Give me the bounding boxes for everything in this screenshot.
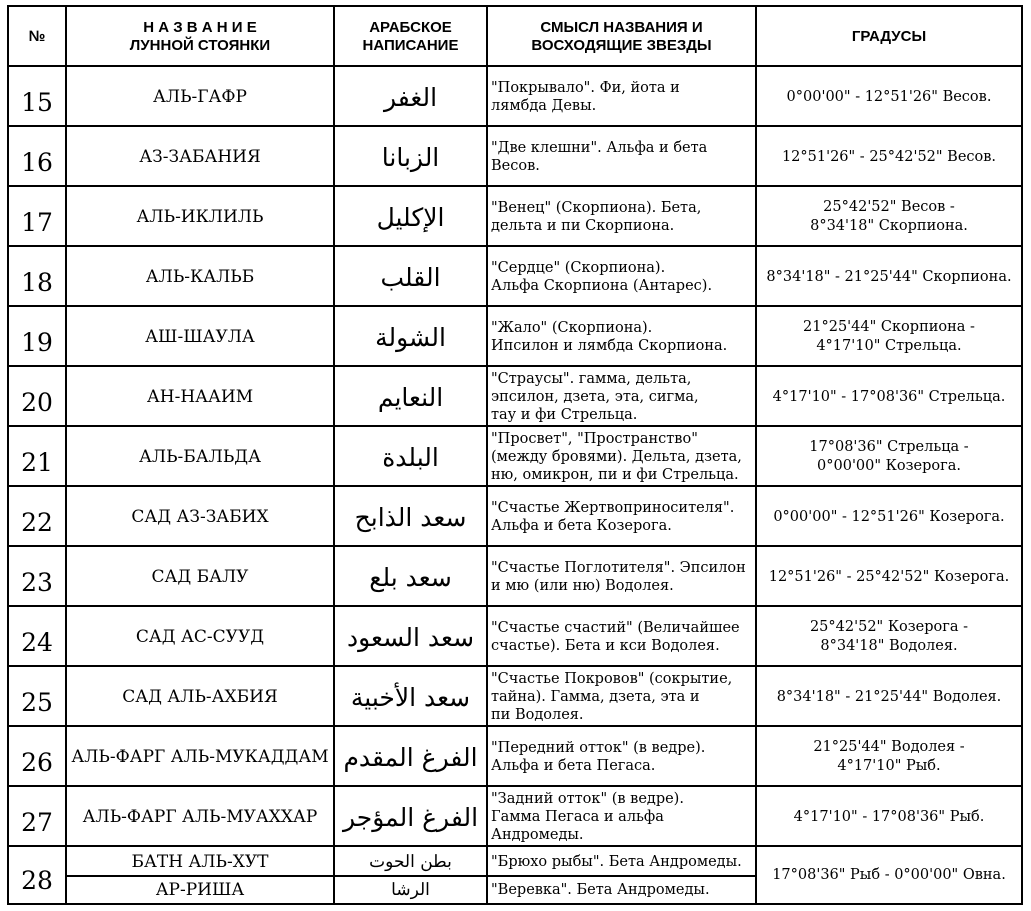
arabic-spelling: الإكليل — [376, 202, 445, 232]
arabic-spelling: سعد السعود — [346, 622, 475, 652]
station-meaning: "Задний отток" (в ведре). Гамма Пегаса и альфа Андромеды. — [491, 791, 684, 843]
station-degrees: 17°08'36" Стрельца - 0°00'00" Козерога. — [809, 439, 969, 474]
station-meaning: "Передний отток" (в ведре). Альфа и бета Пегаса. — [491, 740, 706, 774]
station-degrees: 12°51'26" - 25°42'52" Весов. — [781, 148, 997, 165]
station-name: АЛЬ-ГАФР — [153, 87, 247, 107]
station-number: 20 — [21, 387, 53, 417]
station-name: САД АС-СУУД — [135, 627, 265, 647]
station-meaning: "Счастье счастий" (Величайшее счастье). Бета и кси Водолея. — [491, 620, 740, 654]
row-divider — [67, 875, 755, 877]
station-number: 21 — [21, 447, 53, 477]
arabic-spelling: الزبانا — [381, 142, 440, 172]
station-meaning: "Страусы". гамма, дельта, эпсилон, дзета, эта, сигма, тау и фи Стрельца. — [491, 371, 699, 423]
station-degrees: 17°08'36" Рыб - 0°00'00" Овна. — [772, 866, 1006, 883]
station-meaning: "Счастье Покровов" (сокрытие, тайна). Гамма, дзета, эта и пи Водолея. — [491, 671, 733, 723]
station-degrees: 12°51'26" - 25°42'52" Козерога. — [768, 568, 1010, 585]
station-number: 25 — [21, 687, 53, 717]
station-degrees: 8°34'18" - 21°25'44" Скорпиона. — [766, 268, 1012, 285]
station-number: 27 — [21, 807, 53, 837]
arabic-spelling: سعد الذابح — [354, 502, 467, 532]
station-meaning: "Жало" (Скорпиона). Ипсилон и лямбда Скорпиона. — [491, 320, 728, 354]
station-name: БАТН АЛЬ-ХУТ — [131, 851, 269, 872]
station-name: САД БАЛУ — [151, 567, 249, 587]
station-name: АЛЬ-ФАРГ АЛЬ-МУАХХАР — [82, 807, 318, 827]
station-number: 15 — [21, 87, 53, 117]
station-degrees: 4°17'10" - 17°08'36" Рыб. — [793, 808, 985, 825]
station-number: 17 — [21, 207, 53, 237]
lunar-stations-table — [7, 5, 1023, 905]
station-meaning: "Просвет", "Пространство" (между бровями). Дельта, дзета, ню, омикрон, пи и фи Стрельца. — [491, 431, 742, 483]
header-meaning: СМЫСЛ НАЗВАНИЯ И ВОСХОДЯЩИЕ ЗВЕЗДЫ — [531, 19, 712, 54]
arabic-spelling: القلب — [380, 262, 441, 292]
arabic-spelling: النعايم — [377, 382, 444, 412]
station-meaning: "Веревка". Бета Андромеды. — [491, 881, 710, 898]
station-degrees: 0°00'00" - 12°51'26" Козерога. — [773, 508, 1005, 525]
station-degrees: 4°17'10" - 17°08'36" Стрельца. — [772, 388, 1006, 405]
station-name: АЛЬ-БАЛЬДА — [139, 447, 261, 467]
station-degrees: 21°25'44" Скорпиона - 4°17'10" Стрельца. — [803, 319, 975, 354]
station-meaning: "Покрывало". Фи, йота и лямбда Девы. — [491, 80, 680, 114]
arabic-spelling: سعد بلع — [369, 562, 452, 592]
arabic-spelling: بطن الحوت — [369, 851, 452, 872]
header-arabic-spelling: АРАБСКОЕ НАПИСАНИЕ — [362, 19, 459, 54]
station-degrees: 0°00'00" - 12°51'26" Весов. — [786, 88, 992, 105]
station-number: 26 — [21, 747, 53, 777]
station-meaning: "Две клешни". Альфа и бета Весов. — [491, 140, 708, 174]
station-name: АН-НААИМ — [146, 387, 254, 407]
station-degrees: 25°42'52" Весов - 8°34'18" Скорпиона. — [810, 199, 968, 234]
station-meaning: "Сердце" (Скорпиона). Альфа Скорпиона (Антарес). — [491, 260, 713, 294]
station-name: САД АЗ-ЗАБИХ — [131, 507, 269, 527]
header-number: № — [28, 28, 46, 45]
station-number: 19 — [21, 327, 53, 357]
station-degrees: 21°25'44" Водолея - 4°17'10" Рыб. — [813, 739, 965, 774]
station-meaning: "Брюхо рыбы". Бета Андромеды. — [491, 853, 742, 870]
station-name: АЗ-ЗАБАНИЯ — [139, 147, 261, 167]
header-degrees: ГРАДУСЫ — [851, 28, 927, 45]
station-meaning: "Венец" (Скорпиона). Бета, дельта и пи Скорпиона. — [491, 200, 702, 234]
station-name: АЛЬ-ФАРГ АЛЬ-МУКАДДАМ — [71, 747, 329, 767]
station-degrees: 8°34'18" - 21°25'44" Водолея. — [776, 688, 1002, 705]
station-number: 18 — [21, 267, 53, 297]
arabic-spelling: الغفر — [383, 82, 438, 112]
station-number: 24 — [21, 627, 53, 657]
station-name: АЛЬ-КАЛЬБ — [145, 267, 255, 287]
arabic-spelling: البلدة — [382, 442, 439, 472]
arabic-spelling: الشولة — [375, 322, 446, 352]
station-meaning: "Счастье Поглотителя". Эпсилон и мю (или ню) Водолея. — [491, 560, 746, 594]
station-name: АШ-ШАУЛА — [145, 327, 255, 347]
station-meaning: "Счастье Жертвоприносителя". Альфа и бета Козерога. — [491, 500, 735, 534]
station-name: САД АЛЬ-АХБИЯ — [122, 687, 278, 707]
header-station-name: Н А З В А Н И Е ЛУННОЙ СТОЯНКИ — [129, 19, 271, 54]
station-name: АР-РИША — [155, 879, 245, 900]
station-degrees: 25°42'52" Козерога - 8°34'18" Водолея. — [809, 619, 969, 654]
station-number: 23 — [21, 567, 53, 597]
station-number: 16 — [21, 147, 53, 177]
arabic-spelling: سعد الأخبية — [350, 682, 471, 712]
station-number: 28 — [21, 865, 53, 895]
station-name: АЛЬ-ИКЛИЛЬ — [136, 207, 264, 227]
arabic-spelling: الفرغ المقدم — [343, 742, 478, 772]
arabic-spelling: الفرغ المؤجر — [342, 802, 479, 832]
station-number: 22 — [21, 507, 53, 537]
arabic-spelling: الرشا — [391, 879, 430, 900]
